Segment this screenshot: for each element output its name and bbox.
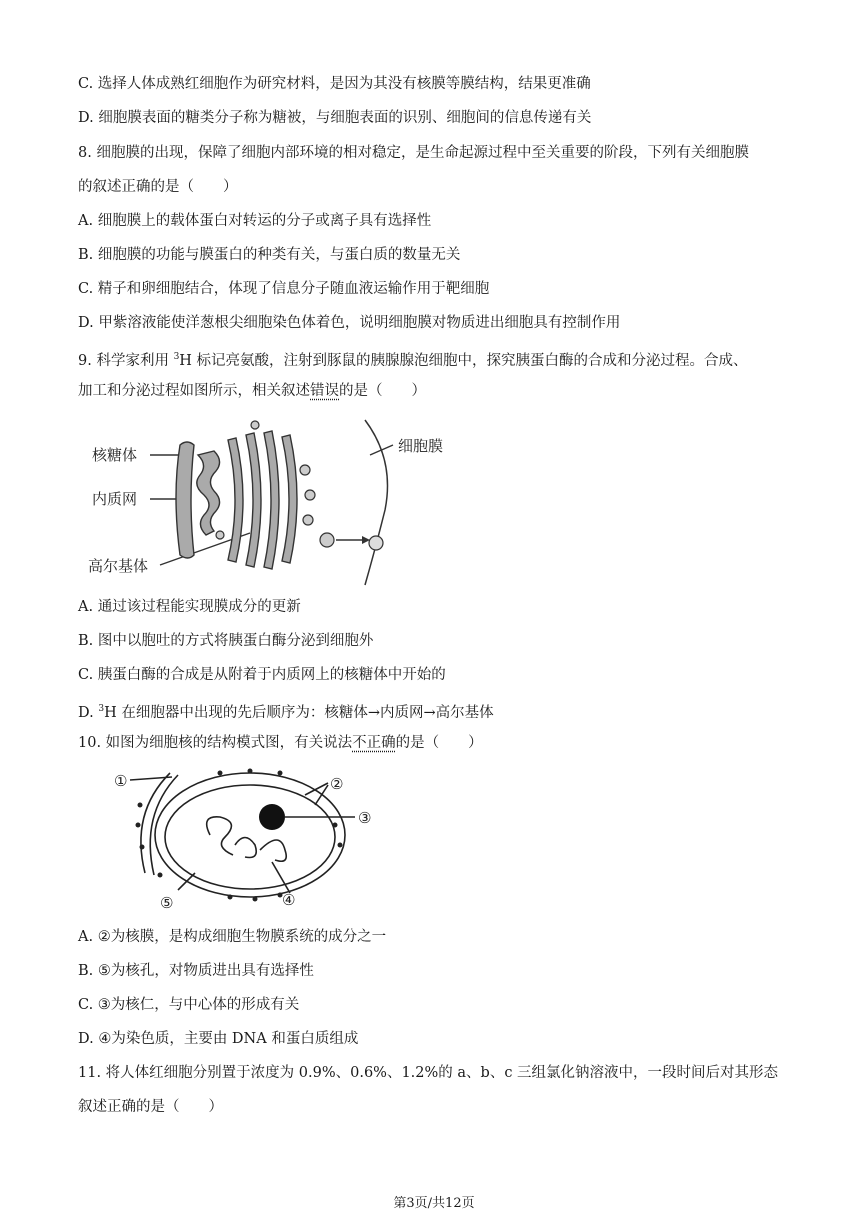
- q10-stem-part2: 的是（ ）: [395, 735, 483, 751]
- q8-option-a: A. 细胞膜上的载体蛋白对转运的分子或离子具有选择性: [78, 213, 432, 229]
- q9-emphasis: 错误: [310, 383, 339, 399]
- q10-option-b: B. ⑤为核孔，对物质进出具有选择性: [78, 963, 314, 979]
- marker-3: ③: [358, 809, 372, 827]
- label-er: 内质网: [92, 490, 138, 508]
- pointer-4: [272, 862, 290, 893]
- marker-4: ④: [282, 891, 296, 909]
- figure-secretory-pathway: [80, 415, 480, 590]
- golgi-shape: [228, 431, 297, 569]
- label-ribosome: 核糖体: [92, 446, 138, 464]
- nucleolus: [259, 804, 285, 830]
- q8-option-c: C. 精子和卵细胞结合，体现了信息分子随血液运输作用于靶细胞: [78, 281, 490, 297]
- q9-stem-line2: [78, 381, 426, 401]
- q10-stem: [78, 733, 483, 753]
- chromatin-strand: [260, 840, 286, 861]
- figure-nucleus: [100, 765, 400, 920]
- q10-option-c: C. ③为核仁，与中心体的形成有关: [78, 997, 300, 1013]
- label-cell-membrane: 细胞膜: [398, 437, 444, 455]
- er-shape: [176, 442, 220, 558]
- q10-option-d: D. ④为染色质，主要由 DNA 和蛋白质组成: [78, 1031, 359, 1047]
- q10-emphasis: 不正确: [352, 735, 396, 751]
- nuclear-envelope-outer: [155, 773, 345, 897]
- q9-stem-part2: H 标记亮氨酸，注射到豚鼠的胰腺腺泡细胞中，探究胰蛋白酶的合成和分泌过程。合成、: [179, 352, 748, 369]
- q9-sup: 3: [173, 352, 180, 362]
- q9-option-c: C. 胰蛋白酶的合成是从附着于内质网上的核糖体中开始的: [78, 667, 446, 683]
- marker-5: ⑤: [160, 894, 174, 912]
- q9-stem-line1: [78, 347, 748, 371]
- exocytosis-vesicle: [369, 536, 383, 550]
- q9-option-a: A. 通过该过程能实现膜成分的更新: [78, 599, 301, 615]
- er-arc-outer: [141, 773, 170, 873]
- pointer-5: [178, 873, 195, 890]
- cell-membrane-curve: [365, 420, 388, 585]
- q8-option-d: D. 甲紫溶液能使洋葱根尖细胞染色体着色，说明细胞膜对物质进出细胞具有控制作用: [78, 315, 621, 331]
- q8-stem-line2: 的叙述正确的是（ ）: [78, 179, 238, 195]
- q9-stem2-part1: 加工和分泌过程如图所示，相关叙述: [78, 383, 310, 399]
- q10-stem-part1: 10. 如图为细胞核的结构模式图，有关说法: [78, 735, 353, 751]
- q9d-part2: H 在细胞器中出现的先后顺序为：核糖体→内质网→高尔基体: [104, 704, 494, 721]
- q8-option-b: B. 细胞膜的功能与膜蛋白的种类有关，与蛋白质的数量无关: [78, 247, 461, 263]
- nuclear-envelope-inner: [165, 785, 335, 889]
- marker-2: ②: [330, 775, 344, 793]
- q9-stem2-part2: 的是（ ）: [339, 383, 426, 399]
- q11-stem-line2: 叙述正确的是（ ）: [78, 1099, 223, 1115]
- page-footer: 第3页/共12页: [393, 1196, 475, 1211]
- q10-option-a: A. ②为核膜，是构成细胞生物膜系统的成分之一: [78, 929, 387, 945]
- q9d-part1: D.: [78, 704, 99, 721]
- q9-option-b: B. 图中以胞吐的方式将胰蛋白酶分泌到细胞外: [78, 633, 374, 649]
- line-q7c: C. 选择人体成熟红细胞作为研究材料，是因为其没有核膜等膜结构，结果更准确: [78, 76, 591, 92]
- line-q7d: D. 细胞膜表面的糖类分子称为糖被，与细胞表面的识别、细胞间的信息传递有关: [78, 110, 592, 126]
- marker-1: ①: [114, 772, 128, 790]
- q8-stem-line1: 8. 细胞膜的出现，保障了细胞内部环境的相对稳定，是生命起源过程中至关重要的阶段，下列有关细胞膜: [78, 145, 749, 161]
- q9-stem-part1: 9. 科学家利用: [78, 352, 174, 369]
- q9-option-d: [78, 699, 494, 723]
- q9d-sup: 3: [98, 704, 105, 714]
- q11-stem-line1: 11. 将人体红细胞分别置于浓度为 0.9%、0.6%、1.2%的 a、b、c 三组氯化钠溶液中，一段时间后对其形态: [78, 1065, 779, 1081]
- label-golgi: 高尔基体: [88, 557, 149, 575]
- chromatin: [207, 817, 257, 858]
